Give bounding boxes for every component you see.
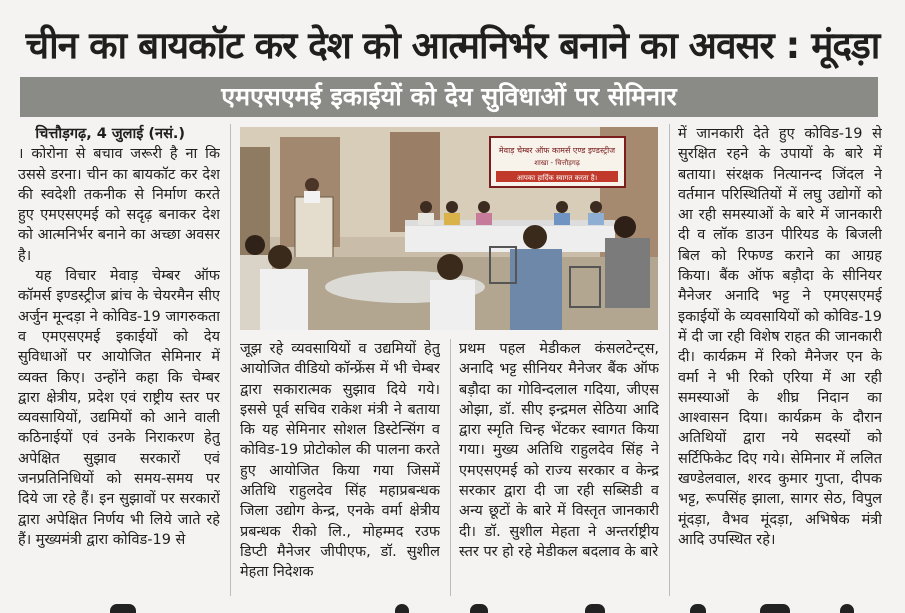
- article-headline: चीन का बायकॉट कर देश को आत्मनिर्भर बनाने का अवसर : मूंदड़ा: [25, 24, 880, 67]
- dateline: चित्तौड़गढ़, 4 जुलाई (नसं.): [35, 126, 186, 142]
- column-divider: [669, 124, 670, 596]
- article-column-4: में जानकारी देते हुए कोविड-19 से सुरक्षित रहने के उपायों के बारे में बताया। संरक्षक नित्यानन्द जिंदल ने वर्तमान परिस्थितियों में लघु उद्योगों को आ रही समस्याओं के बारे में जानकारी दी व लॉक डाउन पीरियड के बिजली बिल को रिफण्ड कराने का आग्रह किया। बैंक ऑफ बड़ौदा के सीनियर मैनेजर अनादि भट्ट ने एमएसएमई इकाईयों के व्यवसायियों को कोविड-19 में दी जा रही विशेष राहत की जानकारी दी। कार्यक्रम में रिको मैनेजर एन के वर्मा ने भी रिको एरिया में आ रही समस्याओं के शीघ्र निदान का आश्वासन दिया। कार्यक्रम के दौरान अतिथियों द्वारा नये सदस्यों को सर्टिफिकेट दिए गये। सेमिनार में ललित खण्डेलवाल, शरद कुमार गुप्ता, दीपक भट्ट, रूपसिंह झाला, सागर सेठ, विपुल मूंदड़ा, वैभव मूंदड़ा, अभिषेक मंत्री आदि उपस्थित रहे।: [678, 126, 882, 548]
- article-subheadline: एमएसएमई इकाईयों को देय सुविधाओं पर सेमिनार: [221, 82, 677, 111]
- seminar-photo-illustration: [240, 127, 658, 330]
- article-column-3: प्रथम पहल मेडीकल कंसलटेन्ट्स, अनादि भट्ट सीनियर मैनेजर बैंक ऑफ बड़ौदा का गोविन्दलाल गदिया, जीएस ओझा, डॉ. सीए इन्द्रमल सेठिया आदि द्वारा स्मृति चिन्ह भेंटकर स्वागत किया गया। मुख्य अतिथि राहुलदेव सिंह ने एमएसएमई को राज्य सरकार व केन्द्र सरकार द्वारा दी जा रही सब्सिडी व अन्य छूटों के बारे में विस्तृत जानकारी दी। डॉ. सुशील मेहता ने अन्तर्राष्ट्रीय स्तर पर हो रहे मेडीकल बदलाव के बारे: [459, 341, 659, 560]
- article-column-2: जूझ रहे व्यवसायियों व उद्यमियों हेतु आयोजित वीडियो कॉन्फ्रेंस में भी चेम्बर द्वारा सकारात्मक सुझाव दिये गये। इससे पूर्व सचिव राकेश मंत्री ने बताया कि यह सेमिनार सोशल डिस्टेन्सिंग व कोविड-19 प्रोटोकोल की पालना करते हुए आयोजित किया गया जिसमें अतिथि राहुलदेव सिंह महाप्रबन्धक जिला उद्योग केन्द्र, एनके वर्मा क्षेत्रीय प्रबन्धक रीको लि., मोहम्मद रउफ डिप्टी मैनेजर जीपीएफ, डॉ. सुशील मेहता निदेशक: [240, 341, 440, 581]
- column-divider: [450, 339, 451, 596]
- seminar-photo: [240, 127, 658, 330]
- article-column-1: [18, 124, 220, 596]
- banner-line-1: मेवाड़ चेम्बर ऑफ कामर्स एण्ड इण्डस्ट्रीज: [498, 146, 616, 155]
- paragraph-body: यह विचार मेवाड़ चेम्बर ऑफ कॉमर्स इण्डस्ट्रीज ब्रांच के चेयरमैन सीए अर्जुन मून्दड़ा ने कोविड-19 जागरुकता व एमएसएमई इकाईयों को देय सुविधाओं पर आयोजित सेमिनार में व्यक्त किए। उन्होंने कहा कि चेम्बर द्वारा क्षेत्रीय, प्रदेश एवं राष्ट्रीय स्तर पर व्यवसायियों, उद्यमियों को आने वाली कठिनाईयों एवं उनके निराकरण हेतु अपेक्षित सुझाव सरकारों एवं जनप्रतिनिधियों को समय-समय पर दिये जा रहे हैं। इन सुझावों पर सरकारों द्वारा अपेक्षित निर्णय भी लिये जाते रहे हैं। मुख्यमंत्री द्वारा कोविड-19 से: [18, 268, 220, 548]
- column-divider: [230, 124, 231, 596]
- paragraph-intro: । कोरोना से बचाव जरूरी है ना कि उससे डरना। चीन का बायकॉट कर देश की स्वदेशी तकनीक से निर्माण करते हुए एमएसएमई को सदृढ़ बनाकर देश को आत्मनिर्भर बनाने का अच्छा अवसर है।: [18, 146, 220, 264]
- subheadline-bar: [20, 77, 878, 117]
- previous-article-strip: [0, 0, 905, 12]
- next-headline-strip: [0, 598, 905, 613]
- banner-line-3: आपका हार्दिक स्वागत करता है।: [516, 174, 598, 182]
- banner-line-2: शाखा - चित्तौड़गढ़: [534, 159, 580, 167]
